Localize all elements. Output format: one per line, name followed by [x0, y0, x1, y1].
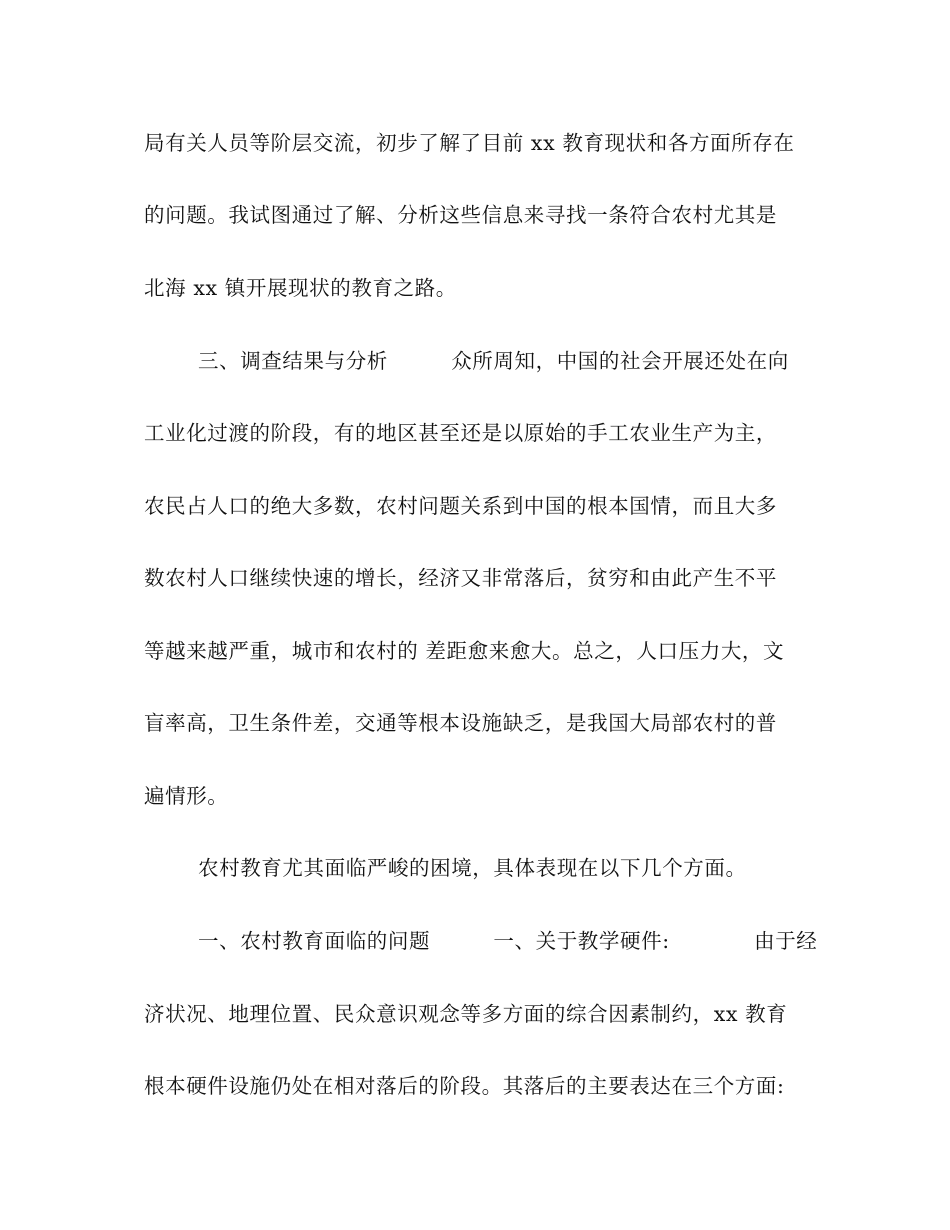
body-text-line: 等越来越严重，城市和农村的 差距愈来愈大。总之，人口压力大，文: [144, 639, 785, 663]
body-text-line: 根本硬件设施仍处在相对落后的阶段。其落后的主要表达在三个方面:: [144, 1074, 785, 1098]
body-text-line: 盲率高，卫生条件差，交通等根本设施缺乏，是我国大局部农村的普: [144, 711, 777, 735]
body-text-line: 济状况、地理位置、民众意识观念等多方面的综合因素制约，xx 教育: [144, 1002, 788, 1026]
body-text-line: 遍情形。: [144, 784, 229, 808]
section-heading-line: 三、调查结果与分析 众所周知，中国的社会开展还处在向: [198, 349, 789, 373]
body-text-line: 局有关人员等阶层交流，初步了解了目前 xx 教育现状和各方面所存在: [144, 131, 795, 155]
body-text-line: 北海 xx 镇开展现状的教育之路。: [144, 276, 457, 300]
body-text-line: 数农村人口继续快速的增长，经济又非常落后，贫穷和由此产生不平: [144, 566, 777, 590]
body-text-line: 工业化过渡的阶段，有的地区甚至还是以原始的手工农业生产为主，: [144, 421, 777, 445]
body-text-line: 的问题。我试图通过了解、分析这些信息来寻找一条符合农村尤其是: [144, 203, 777, 227]
body-text-line: 农民占人口的绝大多数，农村问题关系到中国的根本国情，而且大多: [144, 494, 777, 518]
section-heading-line: 一、农村教育面临的问题 一、关于教学硬件: 由于经: [198, 929, 818, 953]
paragraph-start-line: 农村教育尤其面临严峻的困境，具体表现在以下几个方面。: [198, 856, 747, 880]
